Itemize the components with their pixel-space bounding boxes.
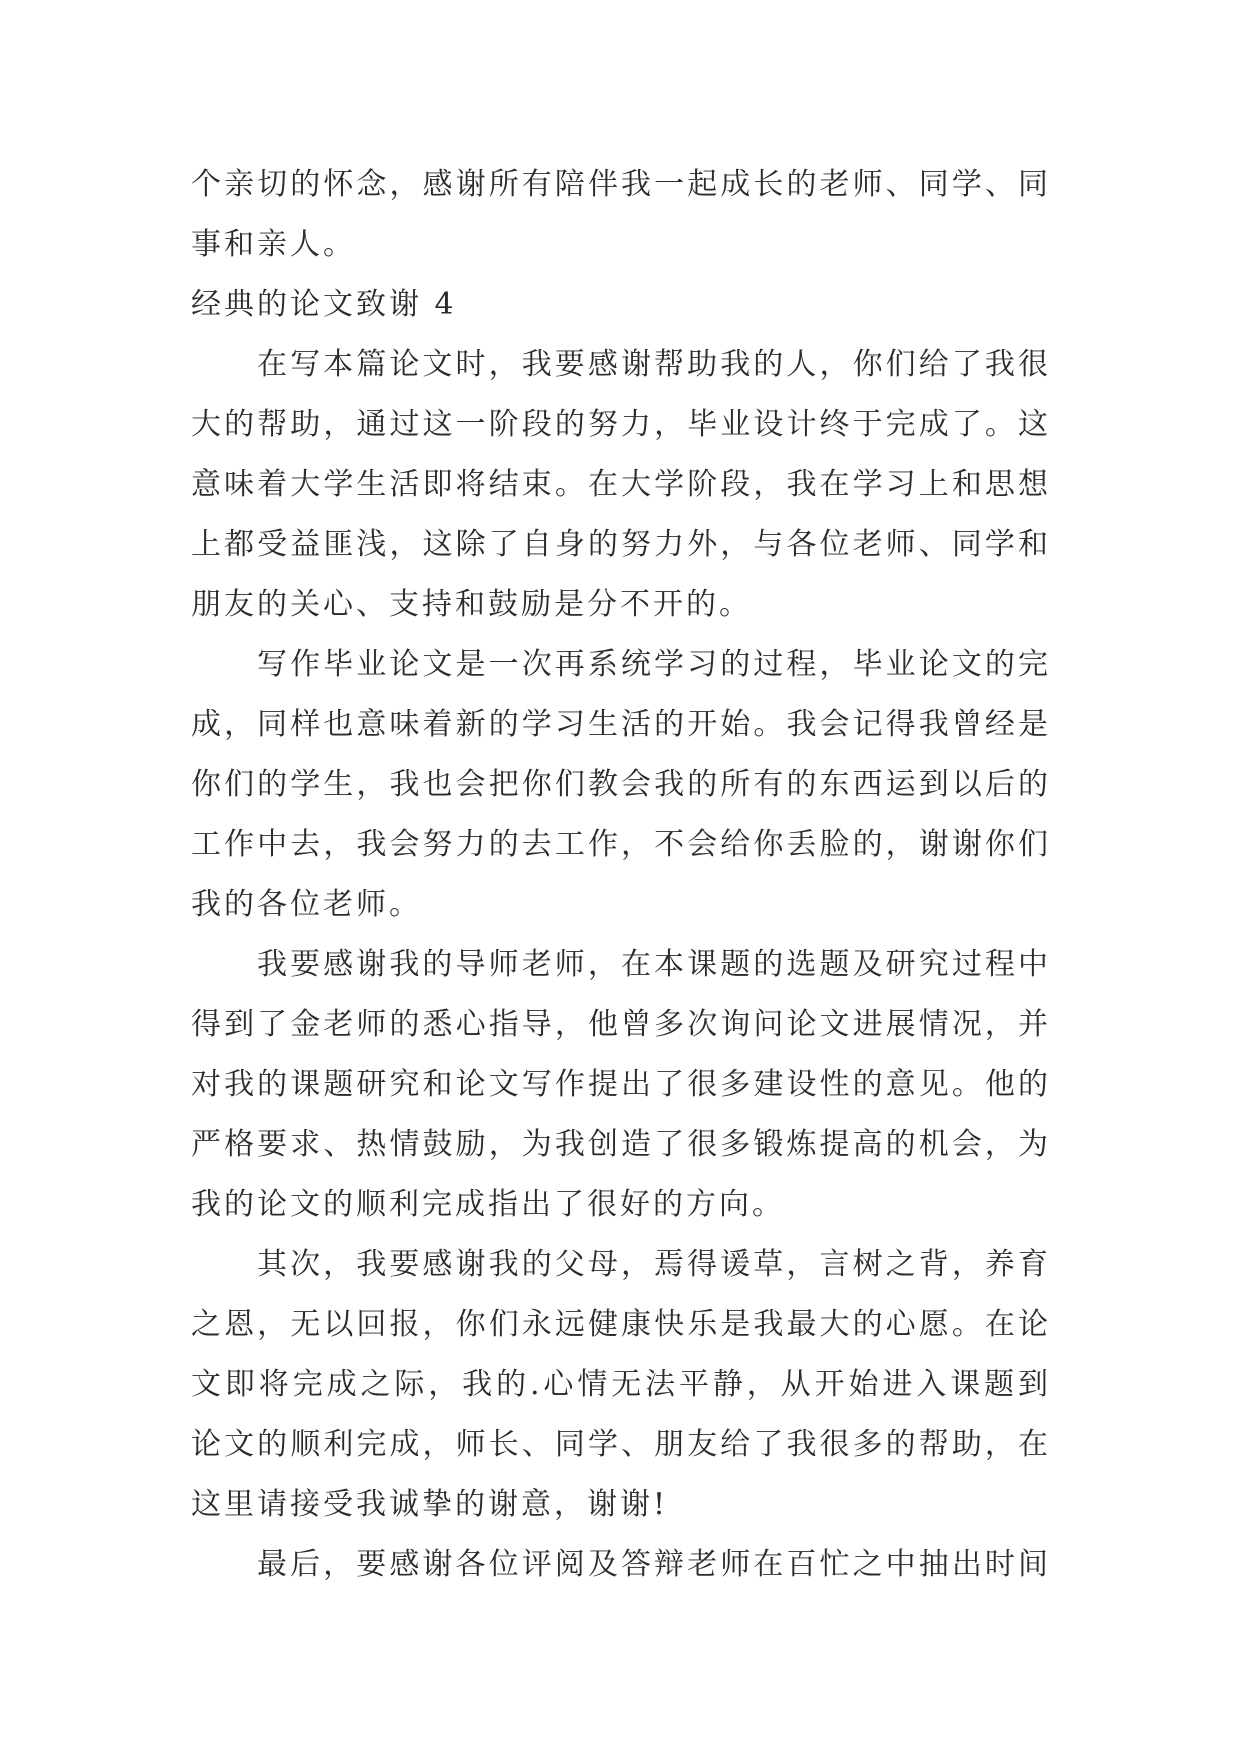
text-line-22: 论文的顺利完成，师长、同学、朋友给了我很多的帮助，在 (191, 1427, 1051, 1462)
text-line-2: 事和亲人。 (191, 227, 356, 262)
text-line-6: 意味着大学生活即将结束。在大学阶段，我在学习上和思想 (191, 467, 1051, 502)
text-line-19: 其次，我要感谢我的父母，焉得谖草，言树之背，养育 (257, 1247, 1051, 1282)
text-line-21: 文即将完成之际，我的.心情无法平静，从开始进入课题到 (191, 1367, 1051, 1402)
text-line-7: 上都受益匪浅，这除了自身的努力外，与各位老师、同学和 (191, 527, 1051, 562)
text-line-5: 大的帮助，通过这一阶段的努力，毕业设计终于完成了。这 (191, 407, 1051, 442)
text-line-1: 个亲切的怀念，感谢所有陪伴我一起成长的老师、同学、同 (191, 167, 1051, 202)
text-line-12: 工作中去，我会努力的去工作，不会给你丢脸的，谢谢你们 (191, 827, 1051, 862)
section-heading: 经典的论文致谢 4 (191, 287, 457, 322)
text-line-11: 你们的学生，我也会把你们教会我的所有的东西运到以后的 (191, 767, 1051, 802)
text-line-8: 朋友的关心、支持和鼓励是分不开的。 (191, 587, 752, 622)
text-line-17: 严格要求、热情鼓励，为我创造了很多锻炼提高的机会，为 (191, 1127, 1051, 1162)
text-line-16: 对我的课题研究和论文写作提出了很多建设性的意见。他的 (191, 1067, 1051, 1102)
text-line-24: 最后，要感谢各位评阅及答辩老师在百忙之中抽出时间 (257, 1547, 1051, 1582)
text-line-23: 这里请接受我诚挚的谢意，谢谢! (191, 1487, 669, 1522)
document-body (191, 155, 1051, 1595)
text-line-20: 之恩，无以回报，你们永远健康快乐是我最大的心愿。在论 (191, 1307, 1051, 1342)
text-line-9: 写作毕业论文是一次再系统学习的过程，毕业论文的完 (257, 647, 1051, 682)
text-line-10: 成，同样也意味着新的学习生活的开始。我会记得我曾经是 (191, 707, 1051, 742)
text-line-18: 我的论文的顺利完成指出了很好的方向。 (191, 1187, 785, 1222)
text-line-4: 在写本篇论文时，我要感谢帮助我的人，你们给了我很 (257, 347, 1051, 382)
text-line-13: 我的各位老师。 (191, 887, 422, 922)
text-line-14: 我要感谢我的导师老师，在本课题的选题及研究过程中 (257, 947, 1051, 982)
text-line-15: 得到了金老师的悉心指导，他曾多次询问论文进展情况，并 (191, 1007, 1051, 1042)
